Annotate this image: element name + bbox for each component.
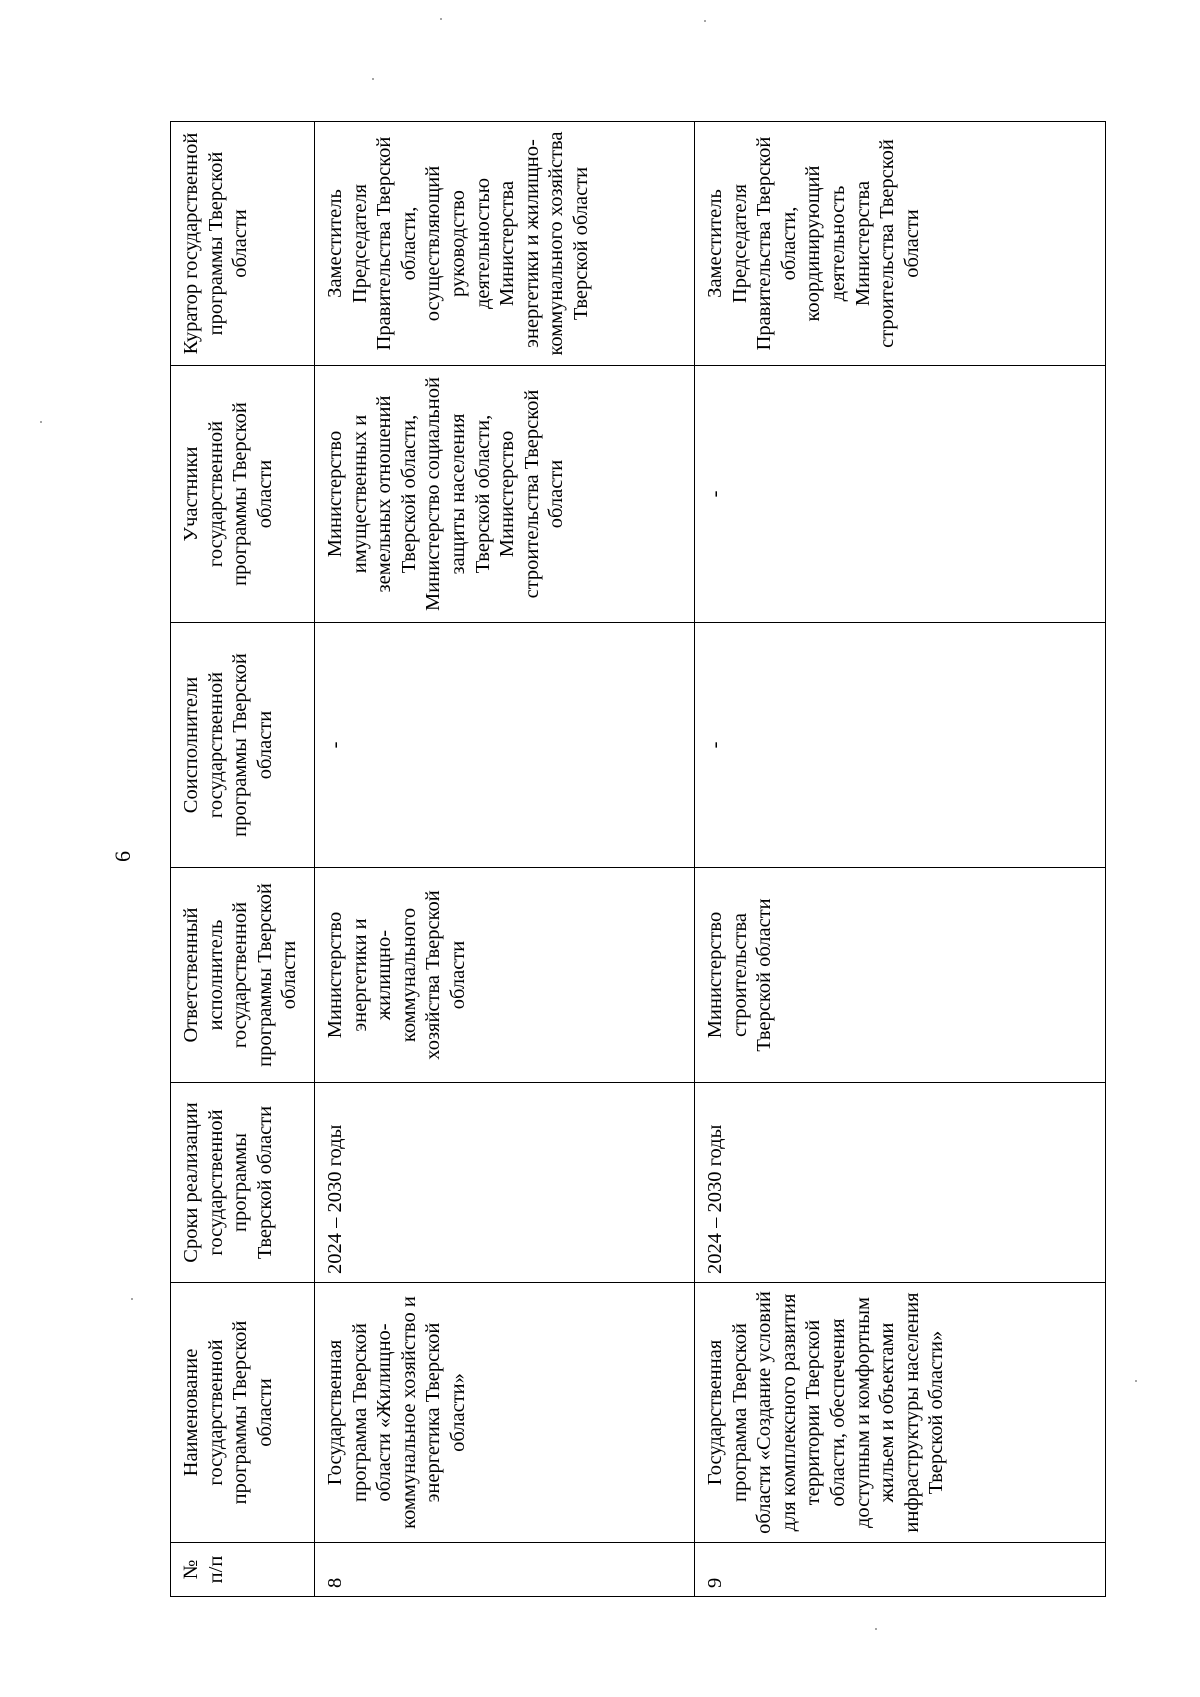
coexecutors: - <box>315 623 695 868</box>
page-number: 6 <box>110 851 135 862</box>
scan-speck <box>875 1628 877 1630</box>
header-program-name: Наименование государственной программы Тверской области <box>171 1283 315 1543</box>
responsible-executor: Министерство энергетики и жилищно-коммунального хозяйства Тверской области <box>315 868 695 1083</box>
rotated-table-container <box>170 122 1105 1597</box>
responsible-executor: Министерство строительства Тверской области <box>695 868 1106 1083</box>
scan-speck <box>440 18 442 20</box>
scan-speck <box>40 421 42 423</box>
table-header-row <box>171 122 315 1597</box>
programs-table <box>170 121 1106 1597</box>
table-row <box>315 122 695 1597</box>
program-period: 2024 – 2030 годы <box>695 1083 1106 1283</box>
program-period: 2024 – 2030 годы <box>315 1083 695 1283</box>
curator: Заместитель Председателя Правительства Тверской области, координирующий деятельность Министерства строительства Тверской области <box>695 122 1106 366</box>
table-row <box>695 122 1106 1597</box>
scan-speck <box>131 1298 133 1300</box>
scan-speck <box>1135 1380 1137 1382</box>
scan-speck <box>704 20 706 22</box>
program-name: Государственная программа Тверской области «Создание условий для комплексного развития территории Тверской области, обеспечения доступным и комфортным жильем и объектами инфраструктуры населения Тверской области» <box>695 1283 1106 1543</box>
participants: Министерство имущественных и земельных отношений Тверской области, Министерство социальной защиты населения Тверской области, Министерство строительства Тверской области <box>315 366 695 623</box>
program-name: Государственная программа Тверской области «Жилищно-коммунальное хозяйство и энергетика Тверской области» <box>315 1283 695 1543</box>
curator: Заместитель Председателя Правительства Тверской области, осуществляющий руководство деятельностью Министерства энергетики и жилищно-коммунального хозяйства Тверской области <box>315 122 695 366</box>
scan-speck <box>372 78 374 80</box>
row-number: 8 <box>315 1543 695 1597</box>
header-participants: Участники государственной программы Тверской области <box>171 366 315 623</box>
participants: - <box>695 366 1106 623</box>
header-number: № п/п <box>171 1543 315 1597</box>
header-period: Сроки реализации государственной программы Тверской области <box>171 1083 315 1283</box>
coexecutors: - <box>695 623 1106 868</box>
row-number: 9 <box>695 1543 1106 1597</box>
header-responsible: Ответственный исполнитель государственной программы Тверской области <box>171 868 315 1083</box>
header-curator: Куратор государственной программы Тверской области <box>171 122 315 366</box>
header-coexecutors: Соисполнители государственной программы Тверской области <box>171 623 315 868</box>
